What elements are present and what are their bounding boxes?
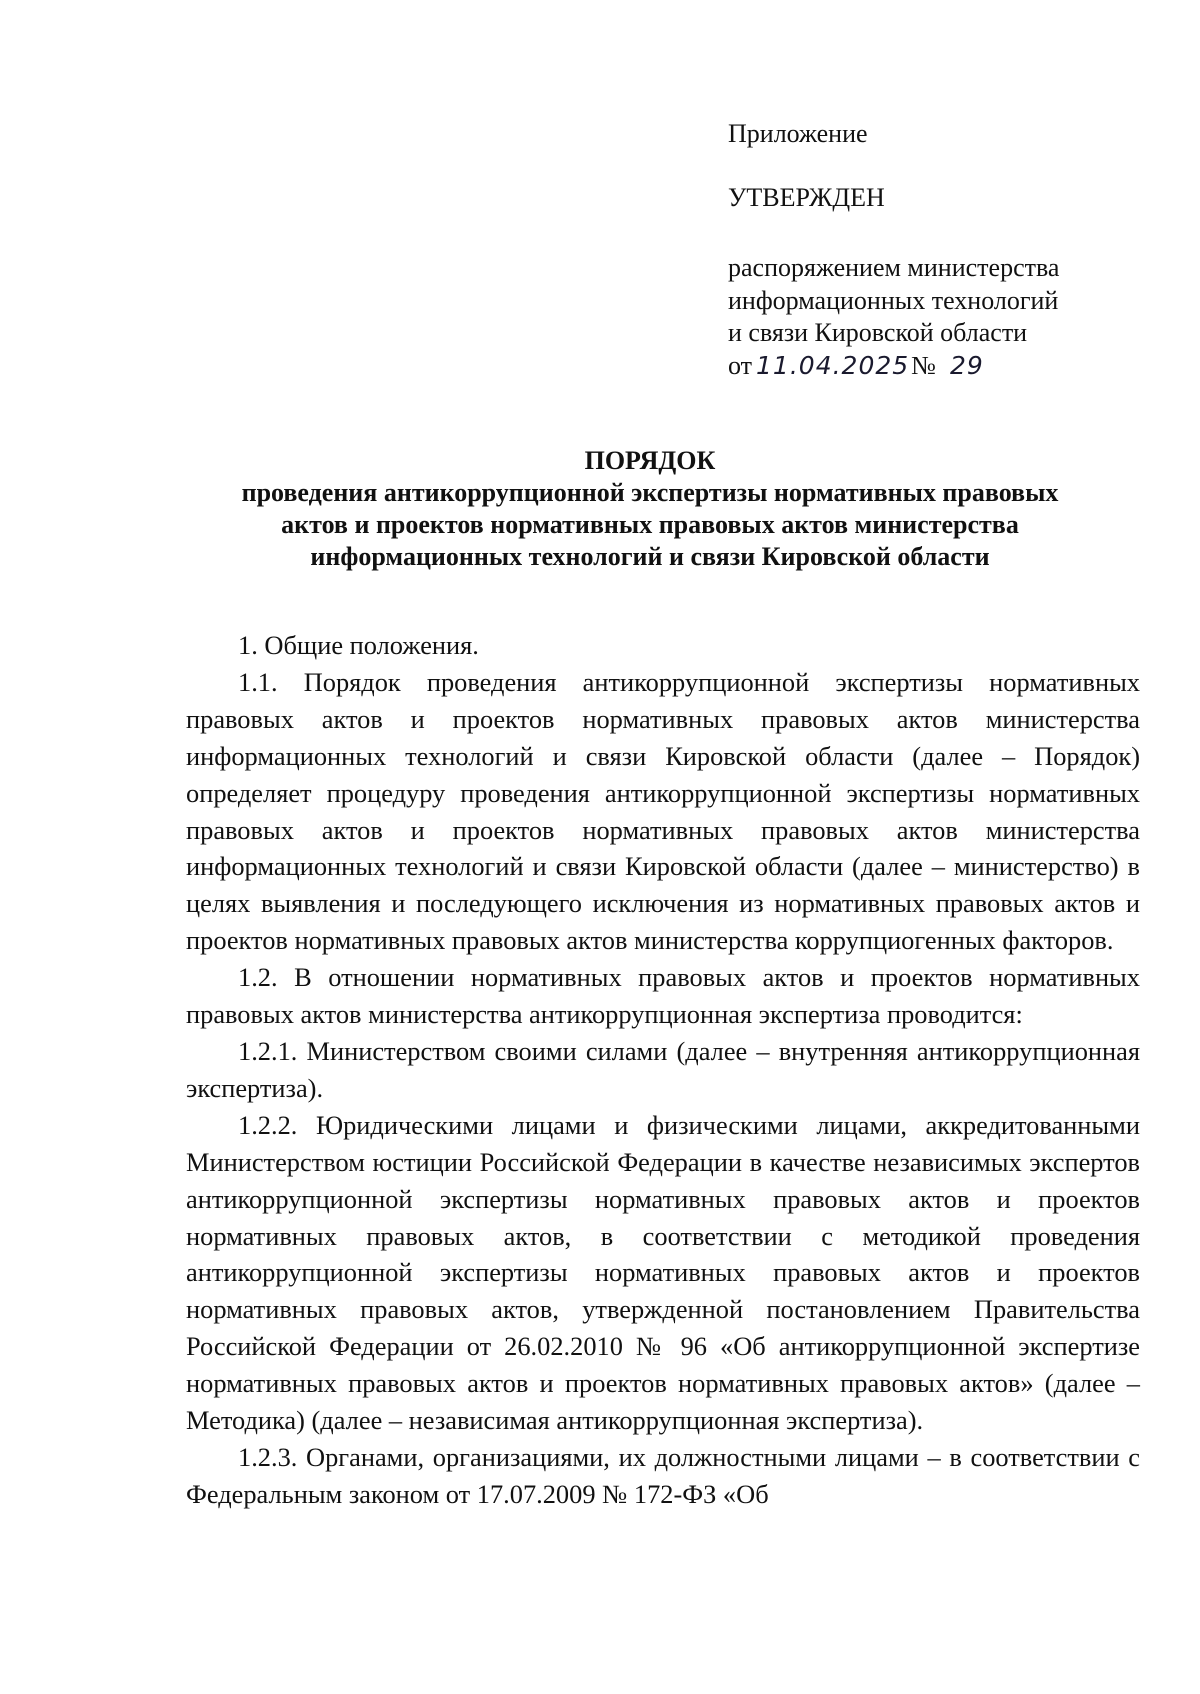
paragraph-1-2-1: 1.2.1. Министерством своими силами (далее – внутренняя антикоррупционная экспертиза).: [186, 1035, 1140, 1103]
approval-date-number: [728, 350, 1168, 383]
paragraph-1-2: 1.2. В отношении нормативных правовых актов и проектов нормативных правовых актов министерства антикоррупционная экспертиза проводится:: [186, 962, 1140, 1030]
paragraph-1-2-3: 1.2.3. Органами, организациями, их должностными лицами – в соответствии с Федеральным законом от 17.07.2009 № 172-ФЗ «Об: [186, 1441, 1140, 1509]
document-title-block: [190, 445, 1110, 573]
section-heading: 1. Общие положения.: [238, 630, 479, 660]
document-heading: ПОРЯДОК: [584, 446, 716, 475]
approval-line-3: и связи Кировской области: [728, 318, 1028, 347]
approval-line-1: распоряжением министерства: [728, 253, 1060, 282]
date-prefix: от: [728, 350, 753, 380]
document-subtitle-line-2: актов и проектов нормативных правовых актов министерства: [281, 510, 1019, 539]
document-subtitle-line-1: проведения антикоррупционной экспертизы нормативных правовых: [241, 478, 1059, 507]
handwritten-number: 29: [949, 350, 984, 380]
paragraph-1-2-2: 1.2.2. Юридическими лицами и физическими лицами, аккредитованными Министерством юстиции Российской Федерации в качестве независимых экспертов антикоррупционной экспертизы нормативных правовых актов и проектов нормативных правовых актов, в соответствии с методикой проведения антикоррупционной экспертизы нормативных правовых актов и проектов нормативных правовых актов, утвержденной постановлением Правительства Российской Федерации от 26.02.2010 № 96 «Об антикоррупционной экспертизе нормативных правовых актов и проектов нормативных правовых актов» (далее – Методика) (далее – независимая антикоррупционная экспертиза).: [186, 1109, 1140, 1436]
document-body: [186, 627, 1140, 1513]
handwritten-date: 11.04.2025: [756, 350, 910, 380]
approved-label: УТВЕРЖДЕН: [728, 182, 885, 212]
appendix-label: Приложение: [728, 119, 868, 148]
document-subtitle-line-3: информационных технологий и связи Кировской области: [310, 542, 990, 571]
number-sign: №: [911, 350, 936, 380]
approval-line-2: информационных технологий: [728, 285, 1059, 315]
approval-stamp-block: [728, 118, 1168, 382]
paragraph-1-1: 1.1. Порядок проведения антикоррупционной экспертизы нормативных правовых актов и проектов нормативных правовых актов министерства информационных технологий и связи Кировской области (далее – Порядок) определяет процедуру проведения антикоррупционной экспертизы нормативных правовых актов и проектов нормативных правовых актов министерства информационных технологий и связи Кировской области (далее – министерство) в целях выявления и последующего исключения из нормативных правовых актов и проектов нормативных правовых актов министерства коррупциогенных факторов.: [186, 666, 1140, 956]
